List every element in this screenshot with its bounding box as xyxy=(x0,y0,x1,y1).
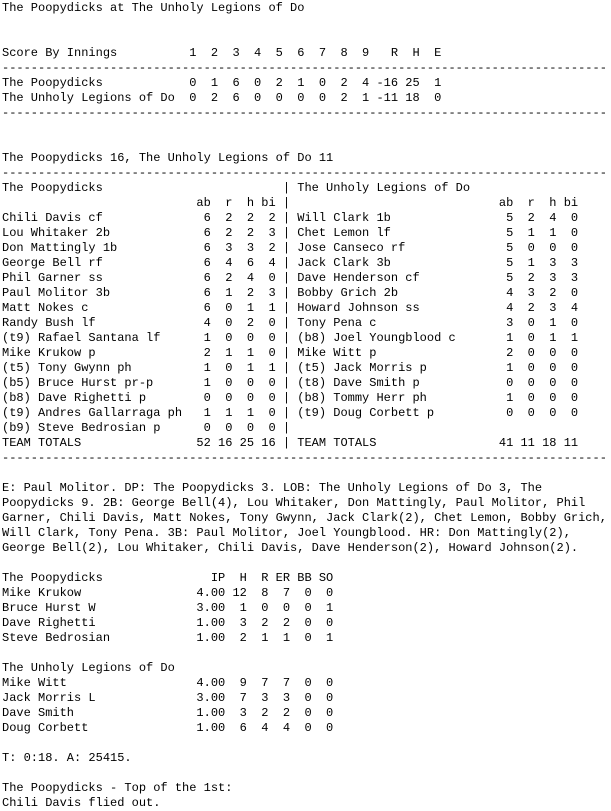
batting-stat-header-row: ab r h bi | ab r h bi xyxy=(2,196,579,210)
time-attendance-line: T: 0:18. A: 25415. xyxy=(2,751,132,765)
pitching-header-row: The Poopydicks IP H R ER BB SO xyxy=(2,571,334,585)
line-score-header-row: Score By Innings 1 2 3 4 5 6 7 8 9 R H E xyxy=(2,46,442,60)
blank-line xyxy=(2,31,611,46)
game-notes-line: George Bell(2), Lou Whitaker, Chili Davis, Dave Henderson(2), Howard Johnson(2). xyxy=(2,541,579,555)
game-title: The Poopydicks at The Unholy Legions of Do xyxy=(2,1,305,15)
batting-player-row: (b5) Bruce Hurst pr-p 1 0 0 0 | (t8) Dave Smith p 0 0 0 0 xyxy=(2,376,579,390)
game-notes-line: Will Clark, Tony Pena. 3B: Paul Molitor, Joel Youngblood. HR: Don Mattingly(2), xyxy=(2,526,571,540)
batting-player-row: (b8) Dave Righetti p 0 0 0 0 | (b8) Tommy Herr ph 1 0 0 0 xyxy=(2,391,579,405)
blank-line xyxy=(2,736,611,751)
batting-player-row: Don Mattingly 1b 6 3 3 2 | Jose Canseco rf 5 0 0 0 xyxy=(2,241,579,255)
batting-player-row: (b9) Steve Bedrosian p 0 0 0 0 | xyxy=(2,421,298,435)
pitching-player-row: Mike Krukow 4.00 12 8 7 0 0 xyxy=(2,586,334,600)
pitching-player-row: Mike Witt 4.00 9 7 7 0 0 xyxy=(2,676,334,690)
batting-player-row: Matt Nokes c 6 0 1 1 | Howard Johnson ss 4 2 3 4 xyxy=(2,301,579,315)
blank-line xyxy=(2,466,611,481)
batting-player-row: Randy Bush lf 4 0 2 0 | Tony Pena c 3 0 1 0 xyxy=(2,316,579,330)
pitching-player-row: Dave Smith 1.00 3 2 2 0 0 xyxy=(2,706,334,720)
half-inning-header-line: The Poopydicks - Top of the 1st: xyxy=(2,781,233,795)
separator-line: ------------------------------------------------------------------------------------ xyxy=(2,106,607,120)
game-notes-line: E: Paul Molitor. DP: The Poopydicks 3. LOB: The Unholy Legions of Do 3, The xyxy=(2,481,543,495)
pitching-player-row: Steve Bedrosian 1.00 2 1 1 0 1 xyxy=(2,631,334,645)
batting-player-row: Lou Whitaker 2b 6 2 2 3 | Chet Lemon lf 5 1 1 0 xyxy=(2,226,579,240)
separator-line: ------------------------------------------------------------------------------------ xyxy=(2,166,607,180)
game-notes-line: Poopydicks 9. 2B: George Bell(4), Lou Whitaker, Don Mattingly, Paul Molitor, Phil xyxy=(2,496,586,510)
separator-line: ------------------------------------------------------------------------------------ xyxy=(2,451,607,465)
line-score-team-row: The Unholy Legions of Do 0 2 6 0 0 0 0 2 1 -11 18 0 xyxy=(2,91,442,105)
batting-team-header-row: The Poopydicks | The Unholy Legions of Do xyxy=(2,181,471,195)
game-notes-line: Garner, Chili Davis, Matt Nokes, Tony Gwynn, Jack Clark(2), Chet Lemon, Bobby Grich, xyxy=(2,511,607,525)
blank-line xyxy=(2,136,611,151)
batting-totals-row: TEAM TOTALS 52 16 25 16 | TEAM TOTALS 41 11 18 11 xyxy=(2,436,579,450)
batting-player-row: George Bell rf 6 4 6 4 | Jack Clark 3b 5 1 3 3 xyxy=(2,256,579,270)
final-score-line: The Poopydicks 16, The Unholy Legions of Do 11 xyxy=(2,151,334,165)
batting-player-row: (t9) Rafael Santana lf 1 0 0 0 | (b8) Joel Youngblood c 1 0 1 1 xyxy=(2,331,579,345)
separator-line: ------------------------------------------------------------------------------------ xyxy=(2,61,607,75)
batting-player-row: Paul Molitor 3b 6 1 2 3 | Bobby Grich 2b 4 3 2 0 xyxy=(2,286,579,300)
blank-line xyxy=(2,766,611,781)
blank-line xyxy=(2,556,611,571)
pitching-player-row: Jack Morris L 3.00 7 3 3 0 0 xyxy=(2,691,334,705)
play-by-play-line: Chili Davis flied out. xyxy=(2,796,161,810)
blank-line xyxy=(2,646,611,661)
line-score-team-row: The Poopydicks 0 1 6 0 2 1 0 2 4 -16 25 1 xyxy=(2,76,442,90)
batting-player-row: Mike Krukow p 2 1 1 0 | Mike Witt p 2 0 0 0 xyxy=(2,346,579,360)
batting-player-row: Chili Davis cf 6 2 2 2 | Will Clark 1b 5 2 4 0 xyxy=(2,211,579,225)
blank-line xyxy=(2,16,611,31)
batting-player-row: Phil Garner ss 6 2 4 0 | Dave Henderson cf 5 2 3 3 xyxy=(2,271,579,285)
batting-player-row: (t9) Andres Gallarraga ph 1 1 1 0 | (t9) Doug Corbett p 0 0 0 0 xyxy=(2,406,579,420)
pitching-team-header-row: The Unholy Legions of Do xyxy=(2,661,175,675)
pitching-player-row: Doug Corbett 1.00 6 4 4 0 0 xyxy=(2,721,334,735)
batting-player-row: (t5) Tony Gwynn ph 1 0 1 1 | (t5) Jack Morris p 1 0 0 0 xyxy=(2,361,579,375)
pitching-player-row: Bruce Hurst W 3.00 1 0 0 0 1 xyxy=(2,601,334,615)
pitching-player-row: Dave Righetti 1.00 3 2 2 0 0 xyxy=(2,616,334,630)
blank-line xyxy=(2,121,611,136)
